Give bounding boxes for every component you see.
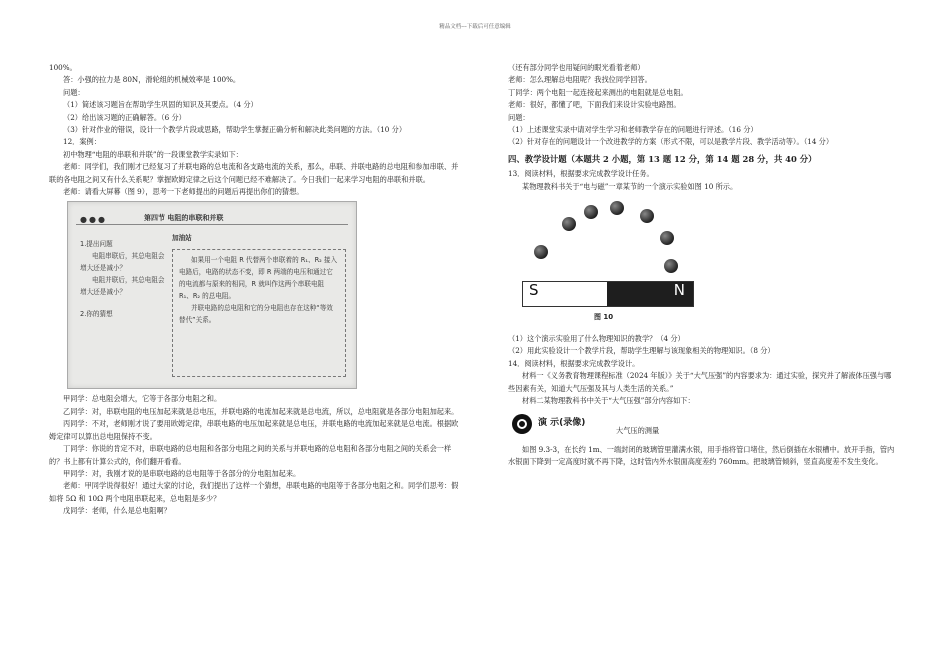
paragraph: 13．阅读材料，根据要求完成教学设计任务。 [508, 169, 654, 179]
left-column [49, 62, 463, 518]
magnet-south-pole [523, 282, 607, 306]
paragraph: 戊同学：老师，什么是总电阻啊？ [63, 506, 171, 516]
textbook-questions [80, 238, 168, 320]
paragraph: 甲同学：总电阻会增大，它等于各部分电阻之和。 [63, 394, 222, 404]
paragraph: （1）这个演示实验用了什么物理知识的教学？（4 分） [508, 334, 685, 344]
page-header: 精品文档---下载后可任意编辑 [439, 24, 511, 30]
sidebar-heading: 加油站 [172, 234, 192, 243]
figure-10-magnet-compasses [522, 199, 700, 331]
figure-caption: 图 10 [594, 313, 614, 322]
paragraph: 丁同学：你说的肯定不对，串联电路的总电阻和各部分电阻之间的关系与并联电路的总电阻和各部分电阻之间的关系会一样的？书上都有计算公式的，你们翻开看看。 [49, 444, 452, 466]
paragraph: 乙同学：对，串联电阻的电压加起来就是总电压，并联电路的电流加起来就是总电流，所以，总电阻就是各部分电阻加起来。 [63, 406, 459, 416]
sidebar-box [172, 249, 346, 377]
demo-label: 演 示(录像) [538, 417, 586, 428]
paragraph: 问题： [508, 112, 530, 122]
question-text: 电阻并联后，其总电阻会增大还是减小？ [80, 276, 165, 297]
paragraph: 100%。 [49, 63, 77, 72]
paragraph: 问题： [63, 87, 85, 97]
south-label: S [529, 281, 539, 300]
paragraph: 老师：请看大屏幕（图 9），思考一下老师提出的问题后再提出你们的猜想。 [63, 187, 304, 197]
paragraph: 12．案例： [63, 137, 101, 147]
paragraph: 某物理教科书关于“电与磁”一章某节的一个演示实验如图 10 所示。 [522, 181, 738, 191]
magnet-north-pole [607, 282, 693, 306]
paragraph: 甲同学：对，我刚才说的是串联电路的总电阻等于各部分的分电阻加起来。 [63, 468, 301, 478]
paragraph: （1）上述课堂实录中请对学生学习和老师教学存在的问题进行评述。（16 分） [508, 125, 758, 135]
compass-needle-icon [664, 259, 678, 273]
textbook-figure-9 [67, 201, 357, 389]
paragraph: 老师：同学们，我们刚才已经复习了并联电路的总电流和各支路电流的关系，那么，串联、并联电路的总电阻和参加串联、并联的各电阻之间又有什么关系呢？掌握欧姆定律之后这个问题已经不难解决了。今日我们一起来学习电阻的串联和并联。 [49, 162, 459, 184]
paragraph: 丁同学：两个电阻一起连接起来测出的电阻就是总电阻。 [508, 87, 688, 97]
compass-needle-icon [640, 209, 654, 223]
question-text: 电阻串联后，其总电阻会增大还是减小？ [80, 252, 165, 273]
compass-needle-icon [660, 231, 674, 245]
paragraph: 丙同学：不对，老师刚才说了要用欧姆定律，串联电路的电压加起来就是总电压，并联电路的电流加起来就是总电流。根据欧姆定律可以算出总电阻保持不变。 [49, 419, 459, 441]
guess-heading: 2.你的猜想 [80, 310, 113, 319]
paragraph: （3）针对作业的错误，设计一个教学片段或思路，帮助学生掌握正确分析和解决此类问题的方法。（10 分） [63, 125, 407, 135]
textbook-title: 第四节 电阻的串联和并联 [144, 214, 224, 223]
question-heading: 1.提出问题 [80, 240, 113, 249]
bar-magnet [522, 281, 694, 307]
north-label: N [673, 281, 685, 300]
paragraph: 老师：很好，都懂了吧，下面我们来设计实验电路图。 [508, 100, 681, 110]
right-column [508, 62, 898, 468]
section-heading: 四、教学设计题（本题共 2 小题，第 13 题 12 分，第 14 题 28 分，共 40 分） [508, 153, 817, 164]
paragraph: 材料一《义务教育物理课程标准（2024 年版）》关于“大气压强”的内容要求为：通过实验，探究并了解液体压强与哪些因素有关，知道大气压强及其与人类生活的关系。” [508, 371, 892, 393]
sidebar-text: 如果用一个电阻 R 代替两个串联着的 R₁、R₂ 接入电路后，电路的状态不变，即 R 两端的电压和通过它的电流都与原来的相同，R 就叫作这两个串联电阻 R₁、R₂ 的总电阻。 [179, 255, 338, 300]
paragraph: 材料二某物理教科书中关于“大气压强”部分内容如下： [522, 396, 695, 406]
demo-title: 大气压的测量 [616, 425, 660, 435]
paragraph: 老师：甲同学说得很好！通过大家的讨论，我们提出了这样一个猜想，串联电路的电阻等于各部分电阻之和。同学们思考：假如将 5Ω 和 10Ω 两个电阻串联起来，总电阻是多少？ [49, 481, 459, 503]
textbook-header [76, 210, 348, 225]
paragraph: （2）用此实验设计一个教学片段，帮助学生理解与该现象相关的物理知识。（8 分） [508, 346, 775, 356]
paragraph: （2）给出该习题的正确解答。（6 分） [63, 112, 186, 122]
compass-needle-icon [584, 205, 598, 219]
demo-icon [512, 414, 532, 434]
demo-banner [512, 414, 898, 438]
paragraph: 老师：怎么理解总电阻呢？我找位同学回答。 [508, 75, 652, 85]
sidebar-text: 并联电路的总电阻和它的分电阻也存在这种“等效替代”关系。 [179, 303, 333, 324]
paragraph: （2）针对存在的问题设计一个改进教学的方案（形式不限，可以是教学片段、教学活动等）。（14 分） [508, 137, 834, 147]
textbook-sidebar [172, 232, 346, 376]
paragraph: 如图 9.3-3，在长约 1m、一端封闭的玻璃管里灌满水银，用手指将管口堵住，然后倒插在水银槽中。放开手指，管内水银面下降到一定高度时就不再下降，这时管内外水银面高度差约 760mm。把玻璃管倾斜，竖直高度差不发生变化。 [508, 444, 895, 466]
compass-needle-icon [610, 201, 624, 215]
dots-icon: ●●● [80, 215, 107, 225]
compass-needle-icon [534, 245, 548, 259]
paragraph: 14．阅读材料，根据要求完成教学设计。 [508, 358, 640, 368]
paragraph: （还有部分同学也用疑问的眼光看着老师） [508, 63, 645, 72]
paragraph: 答：小强的拉力是 80N，滑轮组的机械效率是 100%。 [63, 75, 241, 85]
paragraph: （1）简述该习题旨在帮助学生巩固的知识及其要点。（4 分） [63, 100, 258, 110]
compass-needle-icon [562, 217, 576, 231]
paragraph: 初中物理“电阻的串联和并联”的一段课堂教学实录如下： [63, 149, 243, 159]
